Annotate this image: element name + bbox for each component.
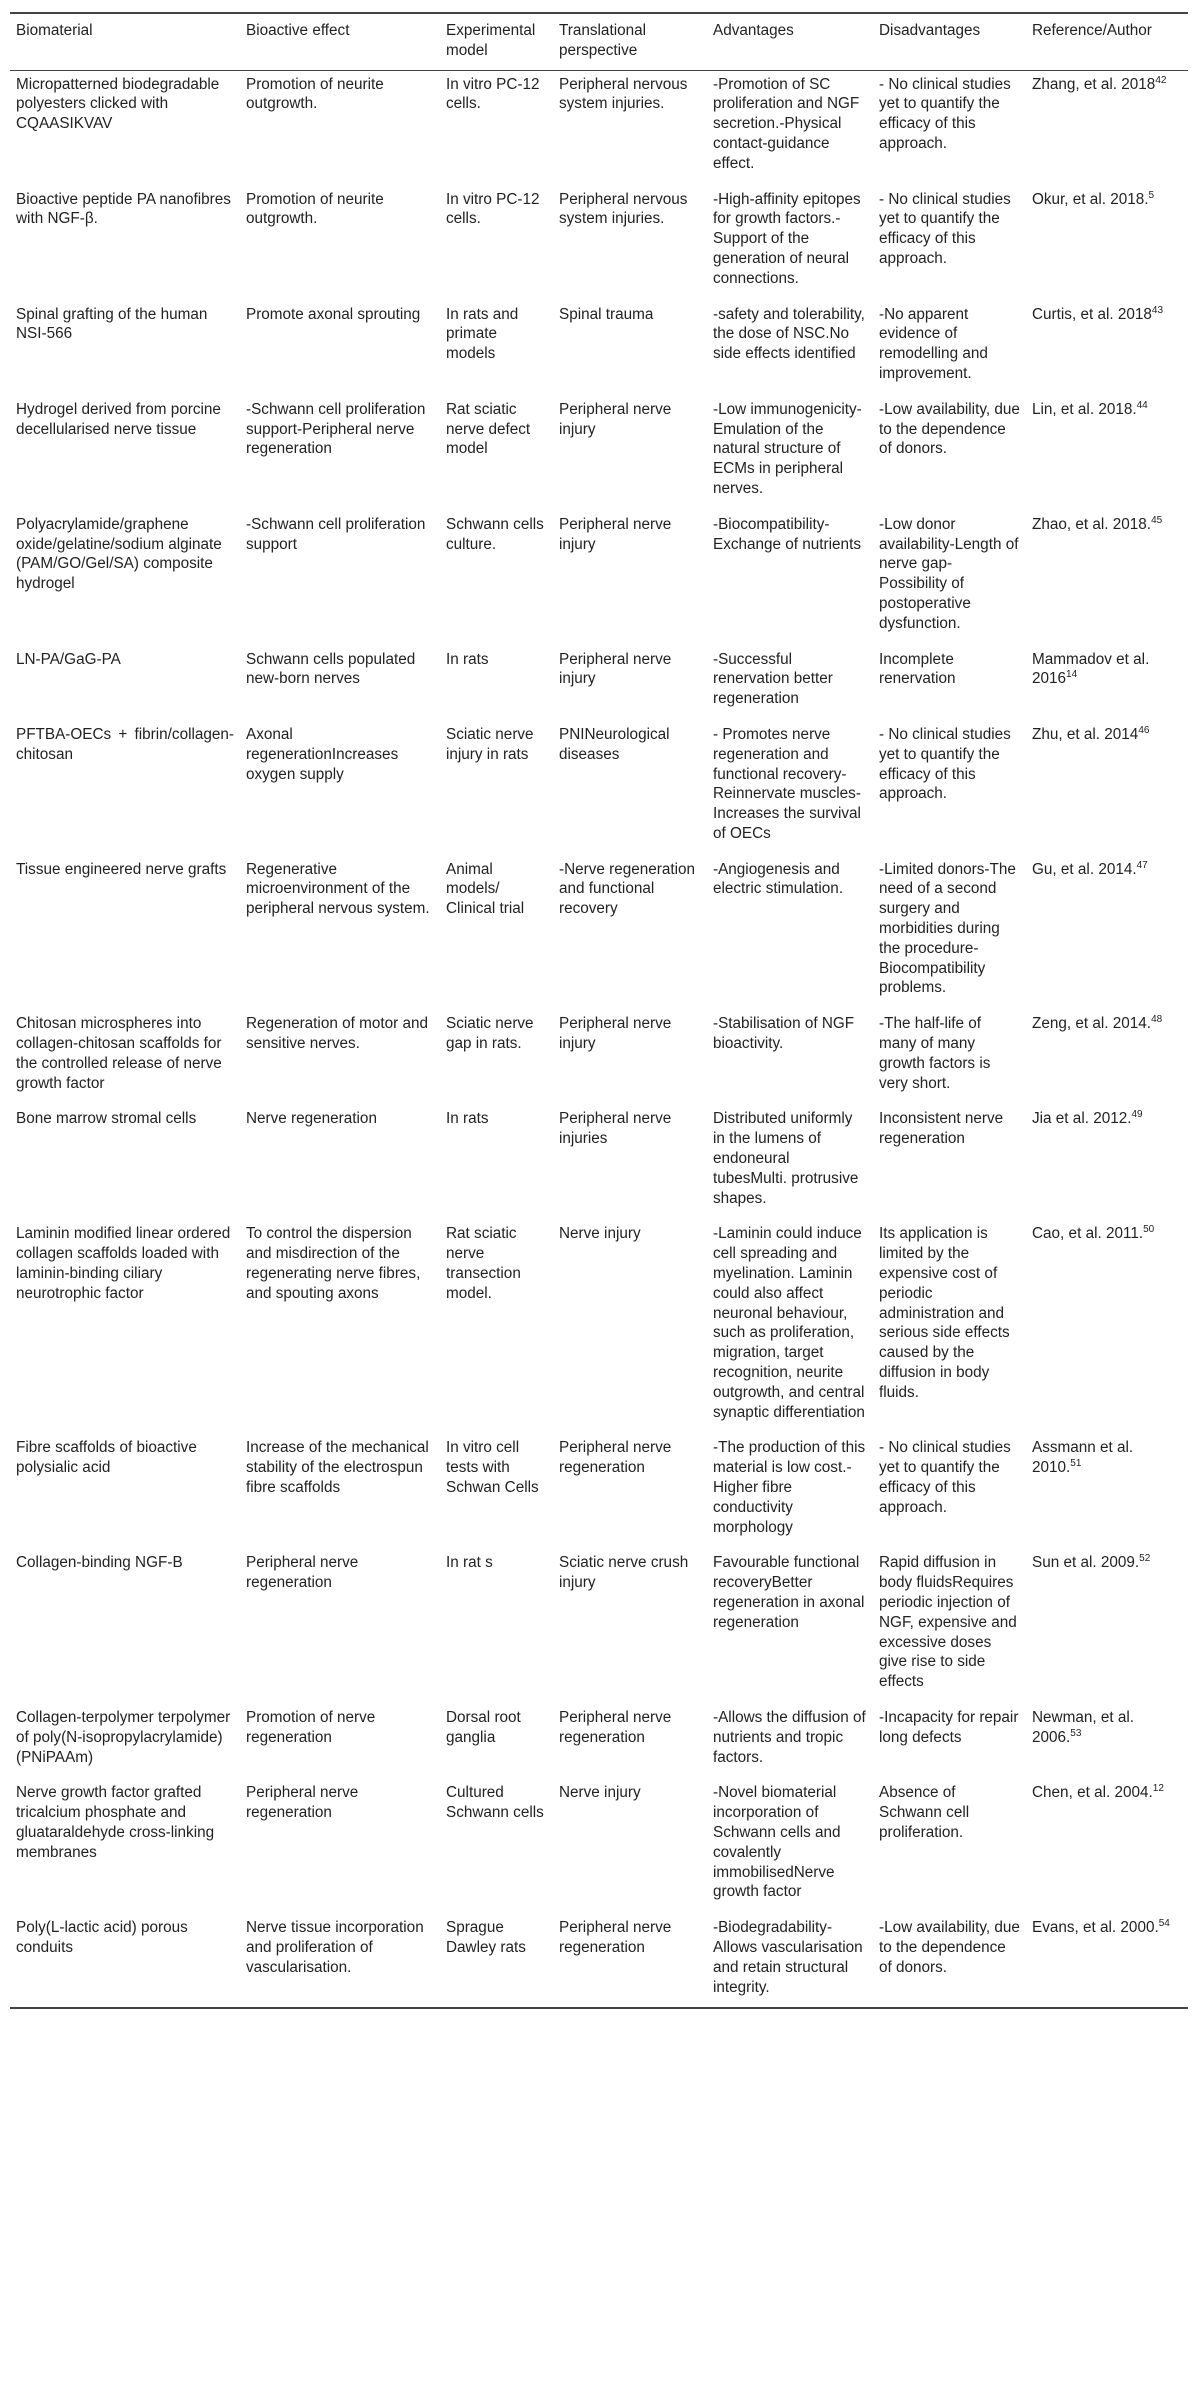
reference-number: 52 bbox=[1139, 1553, 1151, 1565]
table-row bbox=[10, 70, 1188, 185]
cell-bioactive-effect: Regenerative microenvironment of the peripheral nervous system. bbox=[246, 860, 430, 918]
cell-advantages: -Angiogenesis and electric stimulation. bbox=[713, 860, 844, 898]
cell-reference bbox=[1026, 1220, 1188, 1434]
cell-advantages: -Promotion of SC proliferation and NGF secretion.-Physical contact-guidance effect. bbox=[713, 75, 860, 172]
table-row bbox=[10, 301, 1188, 396]
table-row bbox=[10, 646, 1188, 721]
header-advantages: Advantages bbox=[707, 13, 873, 70]
table-row bbox=[10, 1010, 1188, 1105]
table-row bbox=[10, 1220, 1188, 1434]
reference-number: 43 bbox=[1151, 304, 1164, 316]
cell-bioactive-effect: Nerve tissue incorporation and proliferation of vascularisation. bbox=[240, 1914, 440, 2008]
cell-translational-perspective: Peripheral nerve injury bbox=[559, 400, 672, 438]
cell-biomaterial: Chitosan microspheres into collagen-chitosan scaffolds for the controlled release of nerve growth factor bbox=[16, 1015, 222, 1092]
cell-advantages: -Biodegradability-Allows vascularisation and retain structural integrity. bbox=[707, 1914, 873, 2008]
cell-reference bbox=[1026, 1549, 1188, 1704]
cell-bioactive-effect: Peripheral nerve regeneration bbox=[246, 1784, 359, 1822]
reference-number: 54 bbox=[1158, 1918, 1170, 1930]
reference-number: 50 bbox=[1143, 1224, 1155, 1236]
cell-translational-perspective: Sciatic nerve crush injury bbox=[559, 1554, 689, 1592]
cell-bioactive-effect: To control the dispersion and misdirection of the regenerating nerve fibres, and spouting axons bbox=[246, 1225, 421, 1302]
cell-bioactive-effect: Regeneration of motor and sensitive nerves. bbox=[246, 1015, 428, 1053]
table-row bbox=[10, 396, 1188, 511]
reference-text: Evans, et al. 2000. bbox=[1032, 1919, 1159, 1937]
reference-text: Zeng, et al. 2014. bbox=[1032, 1015, 1152, 1033]
biomaterials-table bbox=[10, 12, 1188, 2009]
header-row bbox=[10, 13, 1188, 70]
reference-number: 53 bbox=[1070, 1727, 1082, 1739]
cell-disadvantages: -No apparent evidence of remodelling and improvement. bbox=[879, 305, 988, 382]
cell-advantages: -Laminin could induce cell spreading and myelination. Laminin could also affect neuronal behaviour, such as proliferation, migration, target recognition, neurite outgrowth, and central synaptic differentiation bbox=[713, 1225, 865, 1421]
reference-number: 12 bbox=[1152, 1783, 1164, 1795]
cell-biomaterial: Poly(L-lactic acid) porous conduits bbox=[10, 1914, 240, 2008]
cell-reference bbox=[1026, 1914, 1188, 2008]
reference-number: 49 bbox=[1131, 1109, 1143, 1121]
cell-translational-perspective: Peripheral nerve injuries bbox=[559, 1110, 672, 1148]
cell-disadvantages: - No clinical studies yet to quantify the efficacy of this approach. bbox=[879, 725, 1011, 803]
cell-bioactive-effect: Increase of the mechanical stability of the electrospun fibre scaffolds bbox=[246, 1439, 429, 1496]
reference-text: Zhang, et al. 2018 bbox=[1032, 75, 1156, 93]
cell-experimental-model: In rats and primate models bbox=[446, 305, 519, 363]
cell-disadvantages: Incomplete renervation bbox=[879, 650, 956, 688]
cell-bioactive-effect: Peripheral nerve regeneration bbox=[246, 1554, 359, 1592]
table-row bbox=[10, 721, 1188, 856]
reference-text: Assmann et al. 2010. bbox=[1032, 1439, 1134, 1477]
cell-bioactive-effect: Promotion of nerve regeneration bbox=[246, 1708, 376, 1746]
cell-biomaterial: Spinal grafting of the human NSI-566 bbox=[16, 305, 208, 343]
cell-reference bbox=[1026, 721, 1188, 856]
cell-biomaterial: Laminin modified linear ordered collagen scaffolds loaded with laminin-binding ciliary neurotrophic factor bbox=[16, 1225, 231, 1302]
cell-biomaterial: Collagen-terpolymer terpolymer of poly(N-isopropylacrylamide) (PNiPAAm) bbox=[16, 1708, 231, 1766]
cell-biomaterial: Nerve growth factor grafted tricalcium phosphate and gluataraldehyde cross-linking membranes bbox=[16, 1784, 215, 1861]
cell-experimental-model: Dorsal root ganglia bbox=[446, 1708, 521, 1746]
header-disadvantages: Disadvantages bbox=[873, 13, 1026, 70]
reference-text: Lin, et al. 2018. bbox=[1032, 400, 1137, 418]
cell-disadvantages: - No clinical studies yet to quantify the efficacy of this approach. bbox=[879, 1439, 1011, 1516]
reference-text: Gu, et al. 2014. bbox=[1032, 860, 1137, 878]
cell-advantages: -Novel biomaterial incorporation of Schwann cells and covalently immobilisedNerve growth factor bbox=[713, 1784, 841, 1901]
cell-disadvantages: -Low donor availability-Length of nerve gap-Possibility of postoperative dysfunction. bbox=[879, 515, 1019, 632]
cell-bioactive-effect: -Schwann cell proliferation support-Peripheral nerve regeneration bbox=[246, 400, 426, 458]
cell-advantages: -The production of this material is low cost.-Higher fibre conductivity morphology bbox=[713, 1439, 866, 1536]
cell-advantages: -Low immunogenicity-Emulation of the natural structure of ECMs in peripheral nerves. bbox=[713, 400, 862, 497]
reference-number: 42 bbox=[1155, 74, 1167, 86]
header-bioactive-effect: Bioactive effect bbox=[240, 13, 440, 70]
cell-disadvantages: Inconsistent nerve regeneration bbox=[879, 1110, 1004, 1148]
cell-bioactive-effect: Axonal regenerationIncreases oxygen supply bbox=[246, 725, 399, 783]
cell-translational-perspective: Peripheral nerve injury bbox=[559, 515, 672, 553]
cell-disadvantages: Absence of Schwann cell proliferation. bbox=[879, 1784, 970, 1841]
cell-advantages: -High-affinity epitopes for growth factors.-Support of the generation of neural connections. bbox=[713, 190, 861, 287]
cell-reference bbox=[1026, 396, 1188, 511]
cell-translational-perspective: Peripheral nerve regeneration bbox=[559, 1708, 672, 1746]
reference-number: 5 bbox=[1148, 189, 1155, 201]
cell-bioactive-effect: Promotion of neurite outgrowth. bbox=[246, 190, 384, 228]
cell-experimental-model: Sprague Dawley rats bbox=[440, 1914, 553, 2008]
header-translational-perspective: Translational perspective bbox=[553, 13, 707, 70]
cell-disadvantages: -Incapacity for repair long defects bbox=[879, 1708, 1019, 1746]
reference-text: Zhu, et al. 2014 bbox=[1032, 725, 1139, 743]
cell-reference bbox=[1026, 301, 1188, 396]
reference-number: 45 bbox=[1151, 514, 1163, 526]
cell-bioactive-effect: Promote axonal sprouting bbox=[246, 305, 421, 323]
cell-experimental-model: In rat s bbox=[446, 1554, 493, 1572]
cell-advantages: -Allows the diffusion of nutrients and tropic factors. bbox=[713, 1708, 866, 1766]
cell-translational-perspective: Peripheral nerve regeneration bbox=[553, 1914, 707, 2008]
table-row bbox=[10, 1704, 1188, 1779]
cell-reference bbox=[1026, 856, 1188, 1011]
table-row bbox=[10, 1549, 1188, 1704]
cell-advantages: -Successful renervation better regeneration bbox=[713, 650, 833, 708]
cell-translational-perspective: Spinal trauma bbox=[559, 305, 654, 323]
cell-bioactive-effect: -Schwann cell proliferation support bbox=[246, 515, 426, 553]
cell-experimental-model: Sciatic nerve injury in rats bbox=[446, 725, 534, 763]
cell-experimental-model: Rat sciatic nerve transection model. bbox=[446, 1225, 521, 1302]
cell-advantages: -safety and tolerability, the dose of NSC.No side effects identified bbox=[713, 305, 865, 363]
cell-experimental-model: In vitro PC-12 cells. bbox=[446, 190, 540, 228]
reference-text: Curtis, et al. 2018 bbox=[1032, 305, 1152, 323]
cell-translational-perspective: Peripheral nervous system injuries. bbox=[559, 75, 688, 113]
cell-biomaterial: Tissue engineered nerve grafts bbox=[16, 860, 227, 878]
reference-text: Sun et al. 2009. bbox=[1032, 1554, 1140, 1572]
cell-biomaterial: Bioactive peptide PA nanofibres with NGF-β. bbox=[16, 190, 231, 228]
cell-advantages: -Stabilisation of NGF bioactivity. bbox=[713, 1015, 855, 1053]
cell-biomaterial: Micropatterned biodegradable polyesters clicked with CQAASIKVAV bbox=[16, 75, 220, 133]
reference-number: 14 bbox=[1066, 669, 1078, 681]
cell-disadvantages: -The half-life of many of many growth factors is very short. bbox=[879, 1015, 991, 1092]
cell-biomaterial: Polyacrylamide/graphene oxide/gelatine/sodium alginate (PAM/GO/Gel/SA) composite hydrogel bbox=[16, 515, 222, 593]
cell-biomaterial: Collagen-binding NGF-B bbox=[16, 1554, 183, 1572]
cell-reference bbox=[1026, 186, 1188, 301]
cell-reference bbox=[1026, 1010, 1188, 1105]
cell-experimental-model: Cultured Schwann cells bbox=[446, 1784, 544, 1822]
cell-translational-perspective: Peripheral nerve regeneration bbox=[559, 1439, 672, 1477]
cell-experimental-model: In rats bbox=[446, 1110, 489, 1128]
cell-translational-perspective: Peripheral nervous system injuries. bbox=[559, 190, 688, 228]
cell-biomaterial: PFTBA-OECs + fibrin/collagen-chitosan bbox=[16, 725, 234, 763]
reference-text: Zhao, et al. 2018. bbox=[1032, 515, 1152, 533]
cell-translational-perspective: PNINeurological diseases bbox=[559, 725, 670, 763]
cell-disadvantages: Its application is limited by the expensive cost of periodic administration and serious side effects caused by the diffusion in body fluids. bbox=[879, 1225, 1010, 1401]
cell-biomaterial: Bone marrow stromal cells bbox=[16, 1110, 197, 1128]
header-reference-author: Reference/Author bbox=[1026, 13, 1188, 70]
reference-text: Okur, et al. 2018. bbox=[1032, 190, 1149, 208]
cell-translational-perspective: Peripheral nerve injury bbox=[559, 1015, 672, 1053]
cell-reference bbox=[1026, 1779, 1188, 1914]
cell-bioactive-effect: Nerve regeneration bbox=[246, 1110, 377, 1128]
cell-disadvantages: -Low availability, due to the dependence of donors. bbox=[873, 1914, 1026, 2008]
cell-bioactive-effect: Schwann cells populated new-born nerves bbox=[246, 650, 416, 688]
cell-translational-perspective: Nerve injury bbox=[559, 1784, 641, 1802]
cell-disadvantages: - No clinical studies yet to quantify the efficacy of this approach. bbox=[879, 75, 1011, 152]
table-row bbox=[10, 186, 1188, 301]
cell-experimental-model: Schwann cells culture. bbox=[446, 515, 544, 553]
table-body bbox=[10, 70, 1188, 2008]
cell-reference bbox=[1026, 511, 1188, 646]
reference-number: 47 bbox=[1136, 859, 1148, 871]
cell-advantages: Distributed uniformly in the lumens of endoneural tubesMulti. protrusive shapes. bbox=[713, 1110, 859, 1207]
header-experimental-model: Experimental model bbox=[440, 13, 553, 70]
cell-translational-perspective: Peripheral nerve injury bbox=[559, 650, 672, 688]
cell-experimental-model: Rat sciatic nerve defect model bbox=[446, 400, 531, 458]
cell-experimental-model: In vitro PC-12 cells. bbox=[446, 75, 540, 113]
reference-number: 44 bbox=[1136, 399, 1148, 411]
table-row bbox=[10, 856, 1188, 1011]
cell-disadvantages: - No clinical studies yet to quantify the efficacy of this approach. bbox=[879, 190, 1011, 267]
table-row bbox=[10, 511, 1188, 646]
cell-bioactive-effect: Promotion of neurite outgrowth. bbox=[246, 75, 384, 113]
cell-disadvantages: Rapid diffusion in body fluidsRequires periodic injection of NGF, expensive and excessive doses give rise to side effects bbox=[879, 1554, 1017, 1691]
table-row bbox=[10, 1105, 1188, 1220]
cell-reference bbox=[1026, 1434, 1188, 1549]
header-biomaterial: Biomaterial bbox=[10, 13, 240, 70]
cell-biomaterial: LN-PA/GaG-PA bbox=[16, 650, 121, 668]
cell-reference bbox=[1026, 1105, 1188, 1220]
cell-advantages: Favourable functional recoveryBetter regeneration in axonal regeneration bbox=[713, 1554, 865, 1631]
cell-advantages: - Promotes nerve regeneration and functional recovery-Reinnervate muscles-Increases the survival of OECs bbox=[713, 725, 861, 842]
reference-number: 46 bbox=[1138, 724, 1150, 736]
cell-biomaterial: Hydrogel derived from porcine decellularised nerve tissue bbox=[16, 400, 221, 438]
reference-text: Cao, et al. 2011. bbox=[1032, 1225, 1144, 1243]
reference-text: Mammadov et al. 2016 bbox=[1032, 650, 1150, 688]
cell-experimental-model: Sciatic nerve gap in rats. bbox=[446, 1015, 534, 1053]
cell-reference bbox=[1026, 1704, 1188, 1779]
reference-text: Jia et al. 2012. bbox=[1032, 1110, 1132, 1128]
cell-biomaterial: Fibre scaffolds of bioactive polysialic acid bbox=[16, 1439, 197, 1477]
reference-number: 48 bbox=[1151, 1014, 1163, 1026]
cell-advantages: -Biocompatibility-Exchange of nutrients bbox=[713, 515, 861, 553]
cell-experimental-model: Animal models/ Clinical trial bbox=[446, 860, 525, 918]
reference-number: 51 bbox=[1070, 1458, 1082, 1470]
reference-text: Chen, et al. 2004. bbox=[1032, 1784, 1153, 1802]
cell-reference bbox=[1026, 70, 1188, 185]
cell-disadvantages: -Limited donors-The need of a second surgery and morbidities during the procedure-Biocompatibility problems. bbox=[879, 860, 1016, 997]
table-row bbox=[10, 1914, 1188, 2008]
table-row bbox=[10, 1434, 1188, 1549]
cell-experimental-model: In vitro cell tests with Schwan Cells bbox=[446, 1439, 539, 1496]
cell-disadvantages: -Low availability, due to the dependence of donors. bbox=[879, 400, 1020, 458]
cell-experimental-model: In rats bbox=[446, 650, 489, 668]
table-row bbox=[10, 1779, 1188, 1914]
cell-reference bbox=[1026, 646, 1188, 721]
cell-translational-perspective: Nerve injury bbox=[559, 1225, 641, 1243]
cell-translational-perspective: -Nerve regeneration and functional recovery bbox=[559, 860, 696, 918]
reference-text: Newman, et al. 2006. bbox=[1032, 1708, 1135, 1746]
